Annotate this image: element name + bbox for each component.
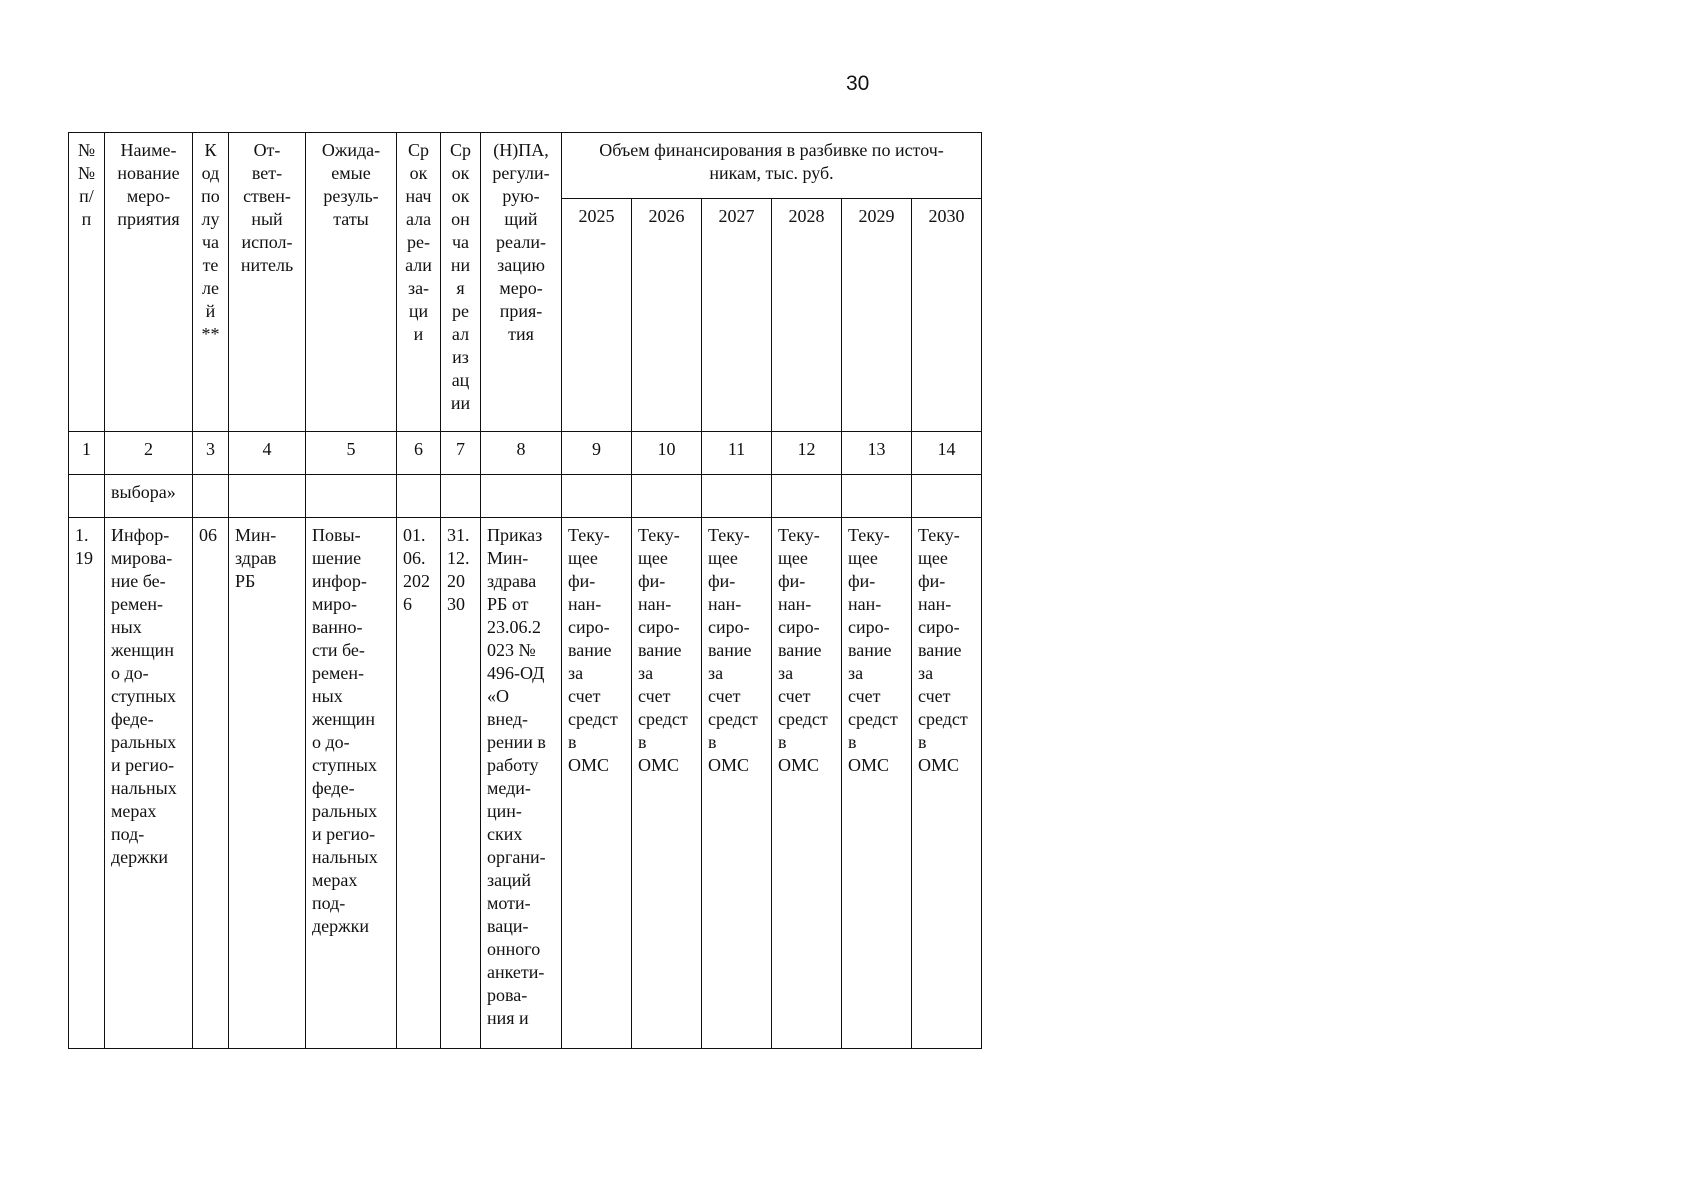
row-funding: Теку- щее фи- нан- сиро- вание за счет средст в ОМС (562, 518, 632, 1049)
column-number: 8 (481, 432, 562, 475)
column-number: 13 (842, 432, 912, 475)
header-year: 2028 (772, 199, 842, 432)
row-name: Инфор- мирова- ние бе- ремен- ных женщин о до- ступных феде- ральных и регио- нальных мерах под- держки (105, 518, 193, 1049)
column-number: 6 (397, 432, 441, 475)
continuation-text: выбора» (105, 475, 193, 518)
header-year: 2025 (562, 199, 632, 432)
column-number: 7 (441, 432, 481, 475)
page-number: 30 (846, 72, 870, 95)
header-npa: (Н)ПА, регули- рую- щий реали- зацию меро- прия- тия (481, 133, 562, 432)
row-executor: Мин- здрав РБ (229, 518, 306, 1049)
column-number: 11 (702, 432, 772, 475)
column-number: 4 (229, 432, 306, 475)
header-year: 2029 (842, 199, 912, 432)
row-end-date: 31. 12. 20 30 (441, 518, 481, 1049)
row-code: 06 (193, 518, 229, 1049)
row-start-date: 01. 06. 202 6 (397, 518, 441, 1049)
row-funding: Теку- щее фи- нан- сиро- вание за счет средст в ОМС (842, 518, 912, 1049)
column-number: 9 (562, 432, 632, 475)
column-number: 2 (105, 432, 193, 475)
header-year: 2026 (632, 199, 702, 432)
table-row (69, 518, 982, 1049)
column-number: 14 (912, 432, 982, 475)
row-funding: Теку- щее фи- нан- сиро- вание за счет средст в ОМС (632, 518, 702, 1049)
row-funding: Теку- щее фи- нан- сиро- вание за счет средст в ОМС (772, 518, 842, 1049)
column-number: 3 (193, 432, 229, 475)
header-funding: Объем финансирования в разбивке по источ- никам, тыс. руб. (562, 133, 982, 199)
column-number: 10 (632, 432, 702, 475)
row-result: Повы- шение инфор- миро- ванно- сти бе- ремен- ных женщин о до- ступных феде- ральных и регио- нальных мерах под- держки (306, 518, 397, 1049)
column-number: 1 (69, 432, 105, 475)
header-code: К од по лу ча те ле й ** (193, 133, 229, 432)
program-table (68, 132, 982, 1049)
row-number: 1. 19 (69, 518, 105, 1049)
header-executor: От- вет- ствен- ный испол- нитель (229, 133, 306, 432)
continuation-row (69, 475, 982, 518)
header-number: № № п/ п (69, 133, 105, 432)
header-name: Наиме- нование меро- приятия (105, 133, 193, 432)
row-npa: Приказ Мин- здрава РБ от 23.06.2 023 № 496-ОД «О внед- рении в работу меди- цин- ских органи- заций моти- ваци- онного анкети- рова- ния и (481, 518, 562, 1049)
header-results: Ожида- емые резуль- таты (306, 133, 397, 432)
column-number-row (69, 432, 982, 475)
column-number: 12 (772, 432, 842, 475)
header-end: Ср ок ок он ча ни я ре ал из ац ии (441, 133, 481, 432)
header-year: 2030 (912, 199, 982, 432)
header-start: Ср ок нач ала ре- али за- ци и (397, 133, 441, 432)
row-funding: Теку- щее фи- нан- сиро- вание за счет средст в ОМС (912, 518, 982, 1049)
column-number: 5 (306, 432, 397, 475)
header-year: 2027 (702, 199, 772, 432)
row-funding: Теку- щее фи- нан- сиро- вание за счет средст в ОМС (702, 518, 772, 1049)
header-row (69, 133, 982, 199)
